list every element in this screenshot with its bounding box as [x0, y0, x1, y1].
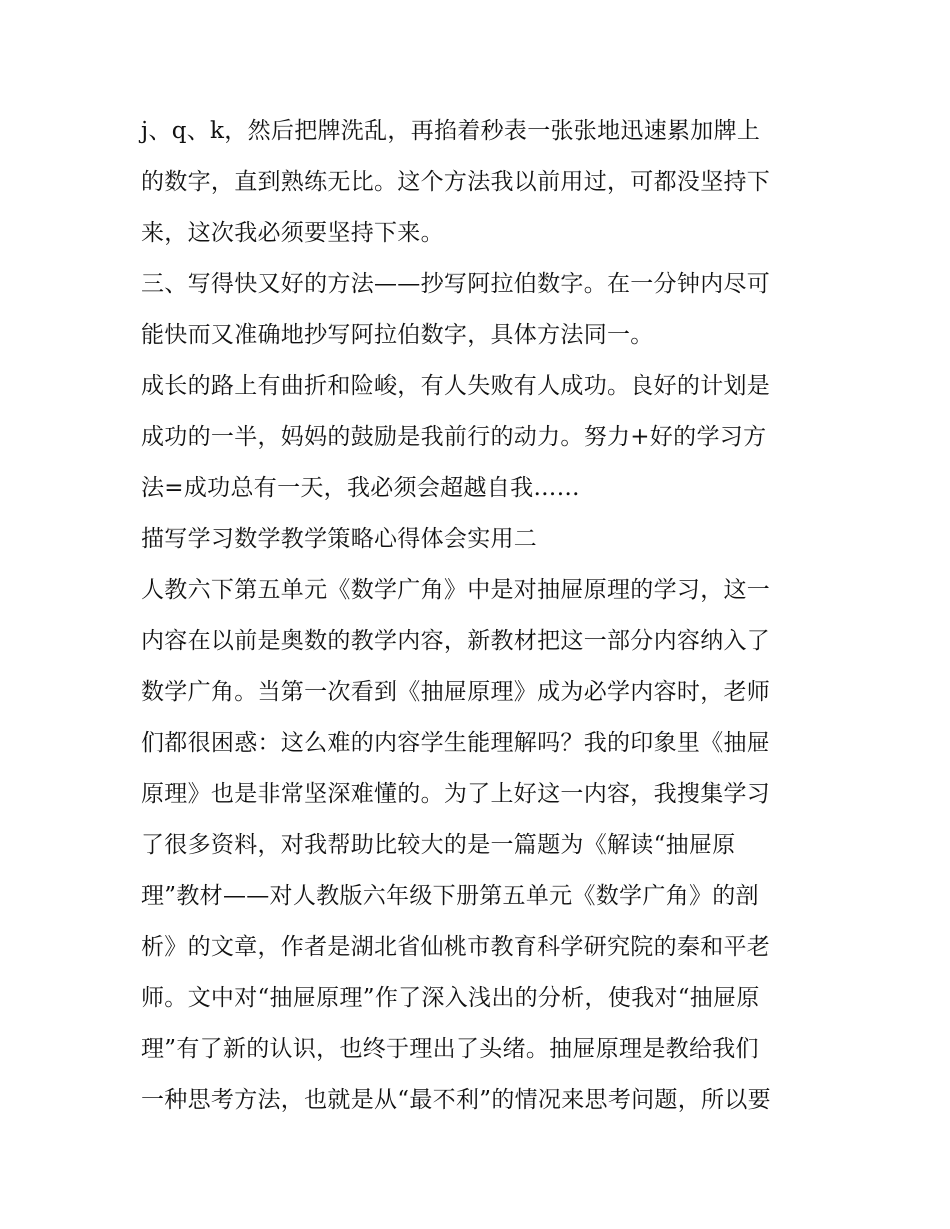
text-line: 内容在以前是奥数的教学内容，新教材把这一部分内容纳入了 [141, 628, 771, 654]
text-line: 析》的文章，作者是湖北省仙桃市教育科学研究院的秦和平老 [141, 934, 771, 960]
text-line: 成功的一半，妈妈的鼓励是我前行的动力。努力+好的学习方 [141, 424, 767, 450]
text-line: 理”有了新的认识，也终于理出了头绪。抽屉原理是教给我们 [141, 1036, 759, 1062]
text-line: 法=成功总有一天，我必须会超越自我…… [141, 475, 580, 501]
text-line: 数学广角。当第一次看到《抽屉原理》成为必学内容时，老师 [141, 679, 771, 705]
text-line: 成长的路上有曲折和险峻，有人失败有人成功。良好的计划是 [141, 373, 771, 399]
text-line: 能快而又准确地抄写阿拉伯数字，具体方法同一。 [141, 322, 654, 348]
section-heading: 描写学习数学教学策略心得体会实用二 [141, 526, 538, 552]
text-line: 师。文中对“抽屉原理”作了深入浅出的分析，使我对“抽屉原 [141, 985, 760, 1011]
document-body [141, 108, 813, 1128]
text-line: 一种思考方法，也就是从“最不利”的情况来思考问题，所以要 [141, 1087, 771, 1113]
text-line: 来，这次我必须要坚持下来。 [141, 220, 444, 246]
text-line: 的数字，直到熟练无比。这个方法我以前用过，可都没坚持下 [141, 169, 771, 195]
text-line: 理”教材——对人教版六年级下册第五单元《数学广角》的剖 [141, 883, 759, 909]
text-line: 原理》也是非常坚深难懂的。为了上好这一内容，我搜集学习 [141, 781, 771, 807]
text-line: 人教六下第五单元《数学广角》中是对抽屉原理的学习，这一 [141, 577, 771, 603]
text-line: 三、写得快又好的方法——抄写阿拉伯数字。在一分钟内尽可 [141, 271, 771, 297]
text-line: 们都很困惑：这么难的内容学生能理解吗？我的印象里《抽屉 [141, 730, 771, 756]
text-line: j、q、k，然后把牌洗乱，再掐着秒表一张张地迅速累加牌上 [141, 118, 761, 144]
text-line: 了很多资料，对我帮助比较大的是一篇题为《解读“抽屉原 [141, 832, 736, 858]
